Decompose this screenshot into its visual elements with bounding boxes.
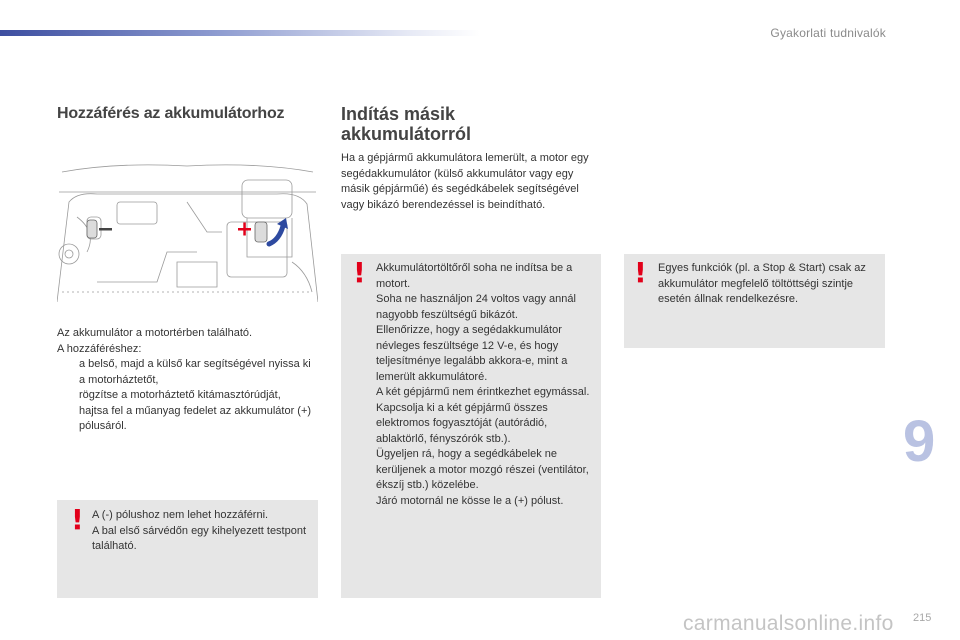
- warning-icon: !: [634, 256, 647, 289]
- warning-text: Egyes funkciók (pl. a Stop & Start) csak az akkumulátor megfelelő töltöttségi szintje esetén állnak rendelkezésre.: [658, 262, 866, 305]
- warning-box-jump-start: [341, 254, 601, 598]
- engine-bay-illustration: [57, 162, 318, 304]
- section-title-jump-start: [341, 104, 561, 144]
- list-item: [57, 357, 319, 388]
- page-number: 215: [913, 612, 932, 624]
- warning-text: [92, 508, 312, 555]
- section-title-line: Indítás másik: [341, 104, 456, 124]
- warning-line: A bal első sárvédőn egy kihelyezett testpont található.: [92, 524, 307, 552]
- intro-line: A hozzáféréshez:: [57, 342, 142, 355]
- warning-line: A (-) pólushoz nem lehet hozzáférni.: [92, 509, 269, 521]
- warning-line: Akkumulátortöltőről soha ne indítsa be a motort.: [376, 262, 573, 290]
- warning-icon: !: [71, 503, 84, 536]
- warning-icon: !: [353, 256, 366, 289]
- header-accent-bar: [0, 30, 480, 36]
- list-item-text: hajtsa fel a műanyag fedelet az akkumulátor (+) pólusáról.: [79, 404, 312, 432]
- engine-bay-figure: [57, 162, 318, 304]
- chapter-title: Gyakorlati tudnivalók: [770, 26, 886, 40]
- section-title-line: akkumulátorról: [341, 124, 472, 144]
- plus-terminal-icon: [238, 222, 267, 242]
- warning-line: Kapcsolja ki a két gépjármű összes elektromos fogyasztóját (autórádió, ablaktörlő, fényszórók stb.).: [376, 401, 548, 445]
- intro-line: Az akkumulátor a motortérben található.: [57, 327, 253, 339]
- warning-line: Ügyeljen rá, hogy a segédkábelek ne kerüljenek a motor mozgó részei (ventilátor, ékszíj stb.) közelébe.: [376, 448, 589, 491]
- chapter-number: 9: [903, 409, 936, 474]
- warning-line: Soha ne használjon 24 voltos vagy annál nagyobb feszültségű bikázót.: [376, 293, 576, 321]
- minus-terminal-icon: [87, 220, 112, 238]
- list-item: [57, 404, 319, 435]
- warning-box-stop-start: [624, 254, 885, 348]
- access-steps-list: [57, 357, 319, 435]
- warning-text: [376, 261, 596, 509]
- watermark[interactable]: carmanualsonline.info: [683, 612, 894, 635]
- warning-line: A két gépjármű nem érintkezhet egymással.: [376, 386, 590, 398]
- battery-access-text: [57, 326, 319, 435]
- list-item-text: a belső, majd a külső kar segítségével nyissa ki a motorháztetőt,: [79, 358, 311, 386]
- warning-box-negative-terminal: [57, 500, 318, 598]
- warning-line: Ellenőrizze, hogy a segédakkumulátor névleges feszültsége 12 V-e, és hogy teljesítménye legalább akkora-e, mint a lemerült akkumulátoré.: [376, 324, 568, 383]
- list-item: [57, 388, 319, 404]
- warning-line: Járó motornál ne kösse le a (+) pólust.: [376, 494, 564, 507]
- jump-start-intro: Ha a gépjármű akkumulátora lemerült, a motor egy segédakkumulátor (külső akkumulátor vagy egy másik gépjárműé) és segédkábelek segítségével vagy bikázó berendezéssel is beindítható.: [341, 152, 589, 211]
- list-item-text: rögzítse a motorháztető kitámasztórúdját,: [79, 389, 281, 401]
- section-title-battery-access: Hozzáférés az akkumulátorhoz: [57, 105, 285, 122]
